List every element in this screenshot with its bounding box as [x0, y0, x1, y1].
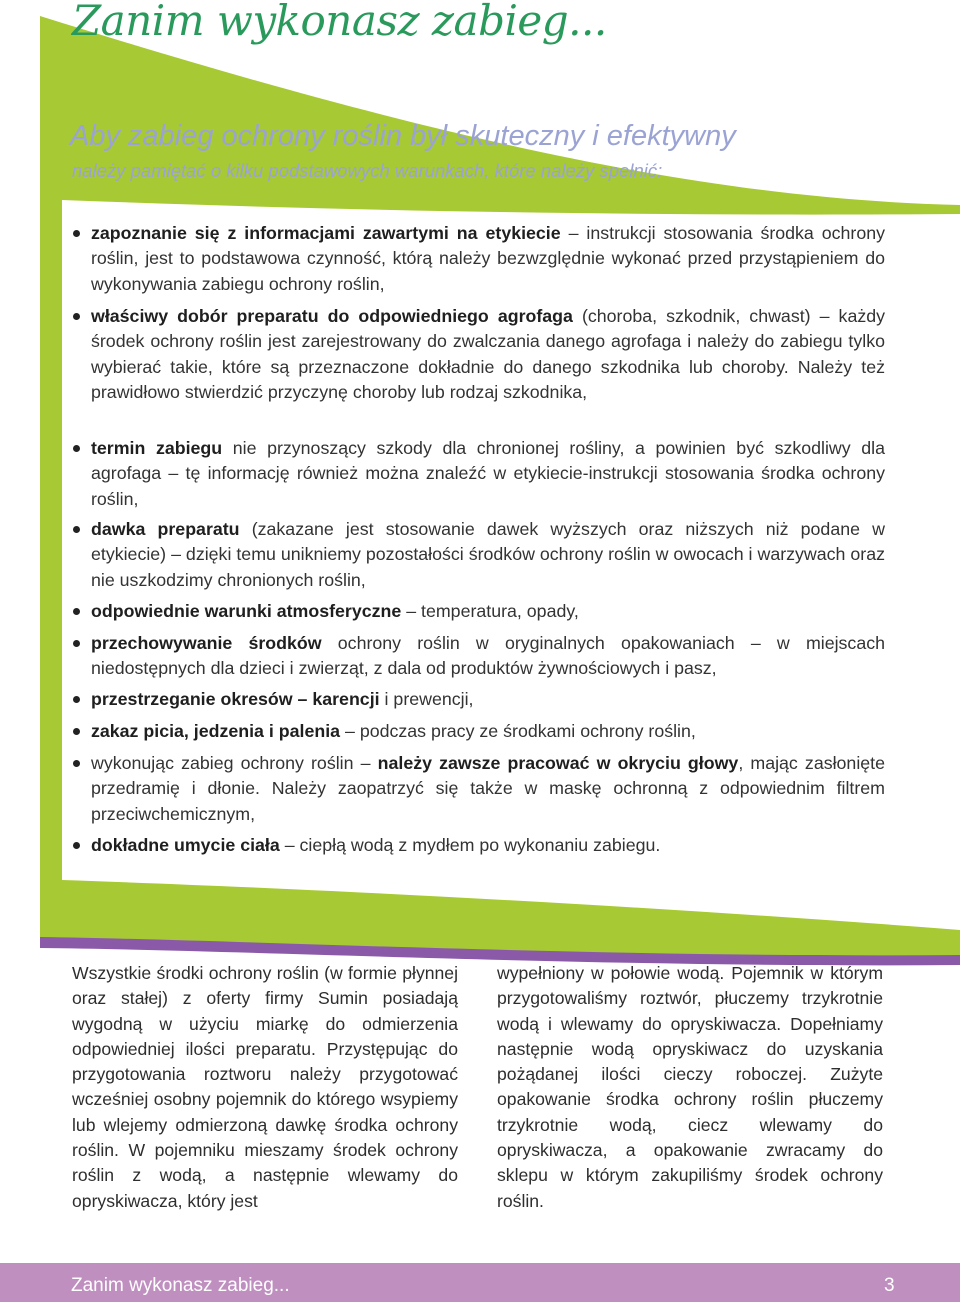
- list-item: [91, 751, 885, 827]
- list-item: [91, 517, 885, 593]
- list-item-text: – ciepłą wodą z mydłem po wykonaniu zabiegu.: [279, 835, 661, 855]
- list-item: [91, 631, 885, 682]
- list-item-bold: zapoznanie się z informacjami zawartymi na etykiecie: [91, 223, 561, 243]
- list-item-text: – podczas pracy ze środkami ochrony roślin,: [340, 721, 696, 741]
- page-number: 3: [884, 1275, 895, 1296]
- list-item: [91, 436, 885, 512]
- list-item: [91, 833, 885, 858]
- list-item: [91, 221, 885, 297]
- list-item-bold: przestrzeganie okresów – karencji: [91, 689, 380, 709]
- list-item-bold: właściwy dobór preparatu do odpowiedniego agrofaga: [91, 306, 573, 326]
- intro-heading: Aby zabieg ochrony roślin był skuteczny i efektywny: [70, 120, 736, 152]
- list-item-bold: dawka preparatu: [91, 519, 240, 539]
- list-item-bold: przechowywanie środków: [91, 633, 322, 653]
- list-item-bold: dokładne umycie ciała: [91, 835, 280, 855]
- list-item-text: – instrukcji stosowania środka ochrony roślin, jest to podstawowa czynność, którą należy bezwzględnie wykonać przed przystąpieniem do wykonywania zabiegu ochrony roślin,: [91, 223, 886, 294]
- list-item-text: ochrony roślin w oryginalnych opakowaniach – w miejscach niedostępnych dla dzieci i zwierząt, z dala od produktów żywnościowych i pasz,: [91, 633, 885, 679]
- list-item: [91, 687, 885, 712]
- list-item-text: i prewencji,: [379, 689, 474, 709]
- list-item-bold: należy zawsze pracować w okryciu głowy: [377, 753, 739, 773]
- body-left-column: Wszystkie środki ochrony roślin (w formie płynnej oraz stałej) z oferty firmy Sumin posiadają wygodną w użyciu miarkę do odmierzenia odpowiedniej ilości preparatu. Przystępując do przygotowania roztworu należy przygotować wcześniej osobny pojemnik do którego wsypiemy lub wlejemy odmierzoną dawkę środka ochrony roślin. W pojemniku mieszamy środek ochrony roślin z wodą, a następnie wlewamy do opryskiwacza, który jest: [72, 963, 458, 1211]
- list-item-bold: odpowiednie warunki atmosferyczne: [91, 601, 402, 621]
- intro-subheading: należy pamiętać o kilku podstawowych warunkach, które należy spełnić:: [72, 160, 663, 181]
- body-right-column: wypełniony w połowie wodą. Pojemnik w którym przygotowaliśmy roztwór, płuczemy trzykrotnie wodą i wlewamy do opryskiwacza. Dopełniamy następnie wodą opryskiwacz do uzyskania pożądanej ilości cieczy roboczej. Zużyte opakowanie środka ochrony roślin płuczemy trzykrotnie wodą, ciecz wlewamy do opryskiwacza, a opakowanie zwracamy do sklepu w którym zakupiliśmy środek ochrony roślin.: [497, 963, 883, 1211]
- list-item-bold: termin zabiegu: [91, 438, 223, 458]
- list-item-bold: zakaz picia, jedzenia i palenia: [91, 721, 341, 741]
- list-item-text: – temperatura, opady,: [401, 601, 579, 621]
- list-item: [91, 304, 885, 406]
- list-item-text: , mając zasłonięte przedramię i dłonie. Należy zaopatrzyć się także w maskę ochronną z odpowiednim filtrem przeciwchemicznym,: [91, 753, 885, 824]
- footer-title: Zanim wykonasz zabieg...: [71, 1275, 290, 1296]
- list-item-prefix: wykonując zabieg ochrony roślin –: [91, 753, 378, 773]
- list-item-text: (zakazane jest stosowanie dawek wyższych oraz niższych niż podane w etykiecie) – dzięki temu unikniemy pozostałości środków ochrony roślin w owocach i warzywach oraz nie uszkodzimy chronionych roślin,: [91, 519, 885, 590]
- list-item-text: (choroba, szkodnik, chwast) – każdy środek ochrony roślin jest zarejestrowany do zwalczania danego agrofaga i należy do zabiegu tylko wybierać takie, które są przeznaczone dokładnie do danego szkodnika lub choroby. Należy też prawidłowo stwierdzić przyczynę choroby lub rodzaj szkodnika,: [91, 306, 886, 403]
- page-title: Zanim wykonasz zabieg...: [72, 0, 607, 45]
- list-item-text: nie przynoszący szkody dla chronionej rośliny, a powinien być szkodliwy dla agrofaga – tę informację również można znaleźć w etykiecie-instrukcji stosowania środka ochrony roślin,: [91, 438, 885, 509]
- list-item: [91, 599, 885, 624]
- list-item: [91, 719, 885, 744]
